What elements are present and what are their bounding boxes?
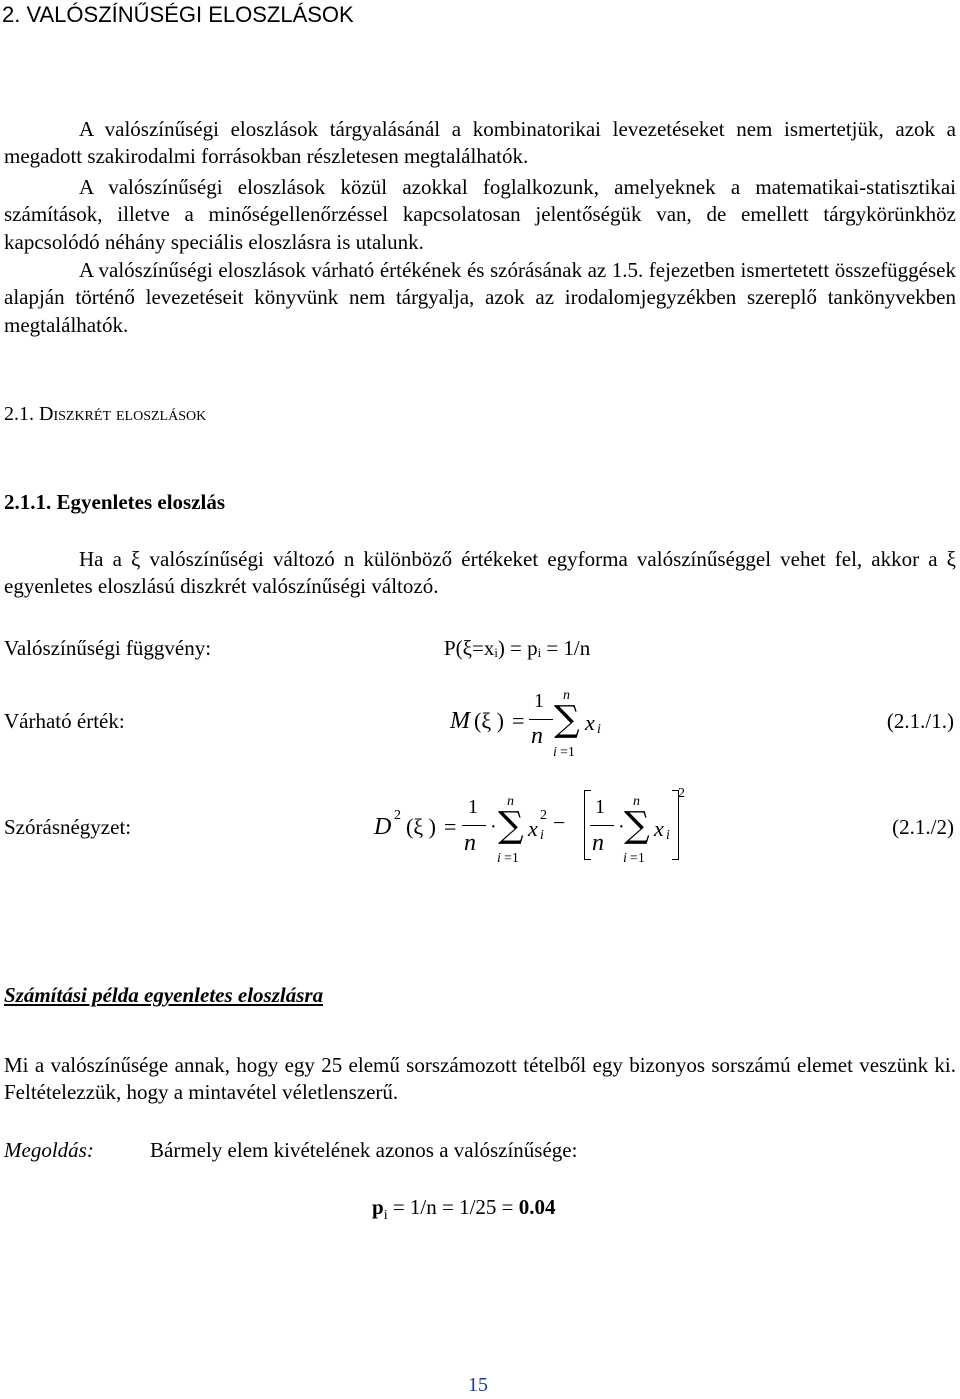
chapter-title: 2. VALÓSZÍNŰSÉGI ELOSZLÁSOK — [2, 2, 354, 27]
variance-label: Szórásnégyzet: — [4, 815, 132, 839]
example-question: Mi a valószínűsége annak, hogy egy 25 elemű sorszámozott tételből egy bizonyos sorszámú elemet veszünk ki. Feltételezzük, hogy a mintavétel véletlenszerű. — [4, 1053, 956, 1105]
solution-label: Megoldás: — [4, 1138, 94, 1162]
variance-equation-number: (2.1./2) — [892, 815, 954, 839]
section-number: 2.1. — [4, 403, 34, 425]
section-title — [4, 403, 206, 426]
expected-value-label: Várható érték: — [4, 709, 125, 733]
result-formula: $p_i = 1/n = 1/25 = 0.04$ — [372, 1195, 556, 1224]
example-title: Számítási példa egyenletes eloszlásra — [4, 983, 324, 1007]
intro-paragraph-2: A valószínűségi eloszlások közül azokkal foglalkozunk, amelyeknek a matematikai-statisztikai számítások, illetve a minőségellenőrzéssel kapcsolatosan jelentőségük van, de emellett tárgykörünkhöz kapcsolódó néhány speciális eloszlásra is utalunk. — [4, 175, 956, 254]
intro-paragraph-1: A valószínűségi eloszlások tárgyalásánál a kombinatorikai levezetéseket nem ismertetjük, azok a megadott szakirodalmi forrásokban részletesen megtalálhatók. — [4, 117, 956, 169]
variance-formula: D 2 (ξ ) = 1 n · n ∑ i =1 x 2 i − 1 n · n ∑ i =1 x i 2 — [374, 786, 685, 866]
solution-text: Bármely elem kivételének azonos a valószínűsége: — [150, 1138, 578, 1162]
definition-paragraph: Ha a ξ valószínűségi változó n különböző értékeket egyforma valószínűséggel vehet fel, akkor a ξ egyenletes eloszlású diszkrét valószínűségi változó. — [4, 547, 956, 599]
result-expression: = 1/n = 1/25 = — [392, 1195, 519, 1219]
intro-paragraph-3: A valószínűségi eloszlások várható értékének és szórásának az 1.5. fejezetben ismertetett összefüggések alapján történő levezetéseit könyvünk nem tárgyalja, azok az irodalomjegyzékben szereplő tankönyvekben megtalálhatók. — [4, 258, 956, 337]
expected-value-equation-number: (2.1./1.) — [886, 709, 954, 733]
page-number: 15 — [468, 1374, 488, 1396]
section-heading: Diszkrét eloszlások — [39, 403, 207, 425]
prob-function-label: Valószínűségi függvény: — [4, 636, 212, 660]
result-value: 0.04 — [518, 1195, 556, 1219]
subsection-title: 2.1.1. Egyenletes eloszlás — [4, 490, 226, 514]
prob-function-formula: P(ξ=xᵢ) = pᵢ = 1/n — [444, 636, 591, 660]
expected-value-formula: M (ξ ) = 1 n n ∑ i =1 x i — [450, 688, 601, 760]
